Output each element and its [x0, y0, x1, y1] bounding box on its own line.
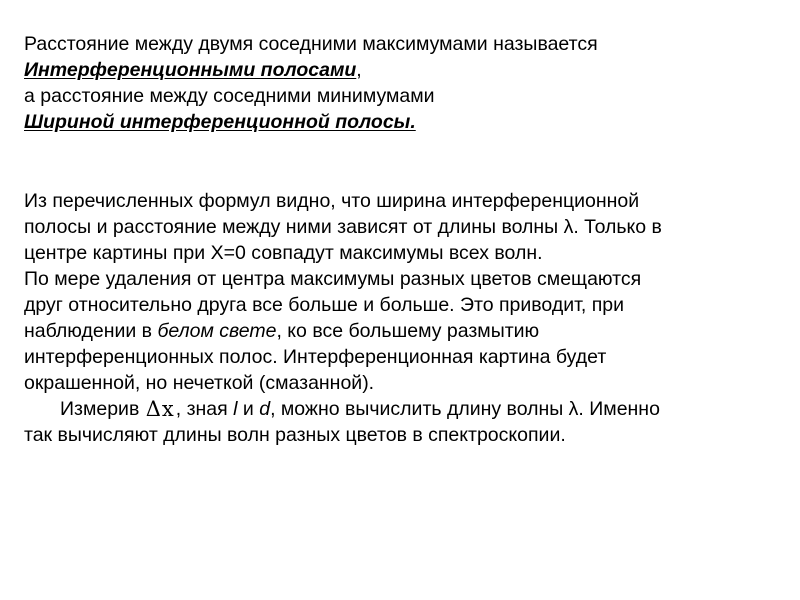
term-fringes-comma: ,	[356, 59, 362, 81]
line-9-mid-1: , зная	[175, 398, 234, 420]
definition-line-1: Расстояние между двумя соседними максимумами называется	[24, 33, 598, 55]
definition-block	[24, 31, 784, 135]
explanation-line-5: друг относительно друга все больше и больше. Это приводит, при	[24, 294, 625, 316]
explanation-line-10: так вычисляют длины волн разных цветов в спектроскопии.	[24, 424, 566, 446]
delta-x-formula: Δx	[145, 397, 175, 421]
explanation-line-8: окрашенной, но нечеткой (смазанной).	[24, 372, 375, 394]
line-9-mid-2: и	[237, 398, 260, 420]
line-6-start: наблюдении в	[24, 320, 158, 342]
explanation-line-1: Из перечисленных формул видно, что ширина интерференционной	[24, 190, 640, 212]
term-fringe-width: Шириной интерференционной полосы.	[24, 111, 416, 133]
explanation-line-4: По мере удаления от центра максимумы разных цветов смещаются	[24, 268, 642, 290]
explanation-line-3: центре картины при Х=0 совпадут максимумы всех волн.	[24, 242, 543, 264]
variable-l: l	[233, 398, 238, 420]
definition-line-3: а расстояние между соседними минимумами	[24, 85, 435, 107]
definition-line-2	[24, 57, 784, 83]
white-light-phrase: белом свете	[157, 320, 277, 342]
variable-d: d	[259, 398, 271, 420]
line-6-end: , ко все большему размытию	[276, 320, 540, 342]
explanation-line-9	[24, 396, 784, 422]
explanation-line-2: полосы и расстояние между ними зависят от длины волны λ. Только в	[24, 216, 662, 238]
explanation-line-7: интерференционных полос. Интерференционная картина будет	[24, 346, 607, 368]
line-9-end: , можно вычислить длину волны λ. Именно	[270, 398, 660, 420]
definition-line-4	[24, 109, 784, 135]
term-fringes: Интерференционными полосами	[24, 59, 357, 81]
line-9-start: Измерив	[60, 398, 145, 420]
explanation-line-6	[24, 318, 784, 344]
explanation-block	[24, 188, 784, 448]
